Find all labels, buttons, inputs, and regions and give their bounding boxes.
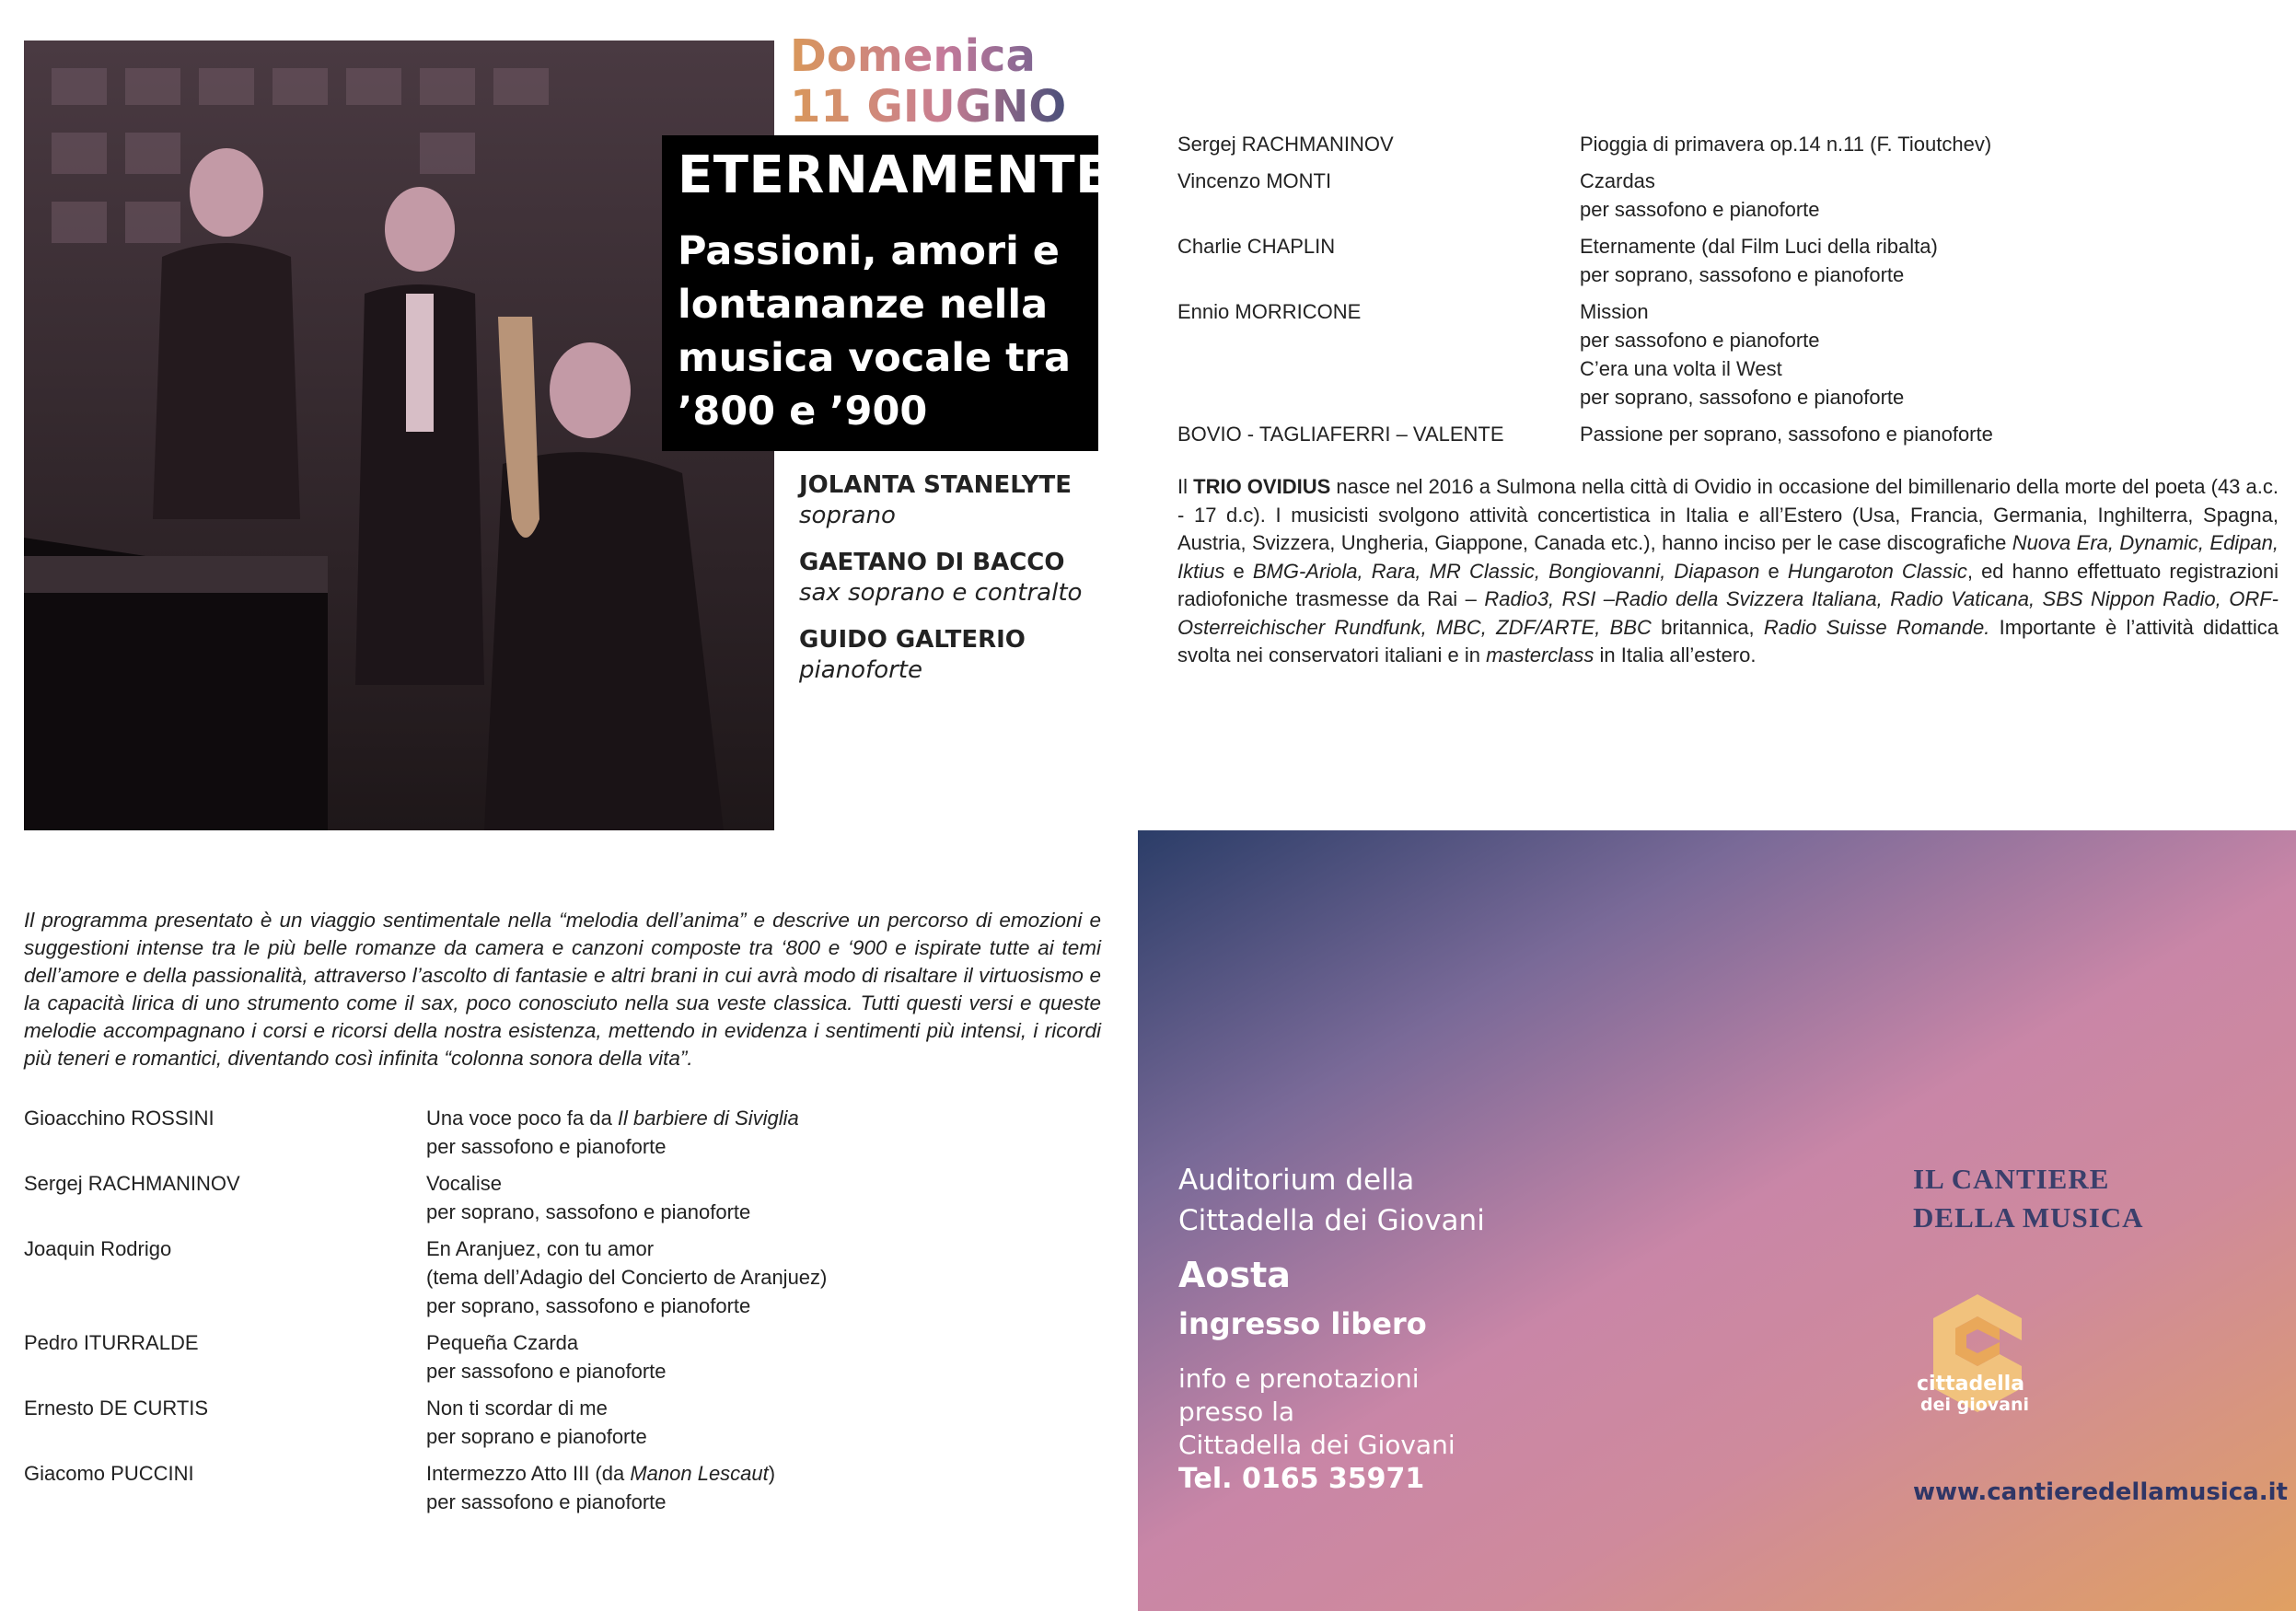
performer <box>799 469 1082 530</box>
piece: Eternamente (dal Film Luci della ribalta) per soprano, sassofono e pianoforte <box>1580 235 1938 286</box>
trio-description: Il TRIO OVIDIUS nasce nel 2016 a Sulmona nella città di Ovidio in occasione del bimillenario della morte del poeta (43 a.c. - 17 d.c). I musicisti svolgono attività concertistica in Italia e all’Estero (Usa, Francia, Germania, Inghilterra, Spagna, Austria, Svizzera, Ungheria, Giappone, Canada etc.), hanno inciso per le case discografiche Nuova Era, Dynamic, Edipan, Iktius e BMG-Ariola, Rara, MR Classic, Bongiovanni, Diapason e Hungaroton Classic, ed hanno effettuato registrazioni radiofoniche trasmesse da Rai – Radio3, RSI –Radio della Svizzera Italiana, Radio Vaticana, SBS Nippon Radio, ORF-Osterreichischer Rundfunk, MBC, ZDF/ARTE, BBC britannica, Radio Suisse Romande. Importante è l’attività didattica svolta nei conservatori italiani e in masterclass in Italia all’estero. <box>1177 475 2279 666</box>
piece: Non ti scordar di me per soprano e pianoforte <box>426 1397 647 1448</box>
program-row <box>1177 297 2282 411</box>
piece: Czardas per sassofono e pianoforte <box>1580 169 1820 221</box>
info-line: presso la <box>1178 1397 1295 1427</box>
piece: Vocalise per soprano, sassofono e pianoforte <box>426 1172 751 1223</box>
venue-city: Aosta <box>1178 1255 1291 1295</box>
performer-name: JOLANTA STANELYTE <box>799 471 1073 499</box>
performer-role: soprano <box>799 502 896 529</box>
composer: Ernesto DE CURTIS <box>24 1397 209 1420</box>
program-row <box>24 1234 1110 1320</box>
concert-title: ETERNAMENTE <box>678 145 1111 205</box>
program-row <box>24 1394 1110 1451</box>
piece: Mission per sassofono e pianoforte C’era una volta il West per soprano, sassofono e pianoforte <box>1580 300 1905 409</box>
program-row <box>24 1104 1110 1161</box>
performer-name: GAETANO DI BACCO <box>799 549 1065 576</box>
composer: Ennio MORRICONE <box>1177 300 1362 323</box>
piece: Intermezzo Atto III (da Manon Lescaut) per sassofono e pianoforte <box>426 1462 776 1513</box>
website-link[interactable]: www.cantieredellamusica.it <box>1913 1478 2288 1506</box>
phone-number[interactable]: Tel. 0165 35971 <box>1178 1463 1425 1495</box>
info-line: Cittadella dei Giovani <box>1178 1430 1455 1460</box>
program-row <box>1177 130 2282 158</box>
composer: Giacomo PUCCINI <box>24 1462 194 1485</box>
program-row <box>1177 167 2282 224</box>
composer: Pedro ITURRALDE <box>24 1331 199 1354</box>
composer: Vincenzo MONTI <box>1177 169 1332 192</box>
performer <box>799 624 1082 685</box>
cantiere-logo: IL CANTIERE DELLA MUSICA <box>1913 1163 2144 1234</box>
program-intro: Il programma presentato è un viaggio sentimentale nella “melodia dell’anima” e descrive un percorso di emozioni e suggestioni intense tra le più belle romanze da camera e canzoni composte tra ‘800 e ‘900 e ispirate tutte ai temi dell’amore e della passionalità, attraverso l’ascolto di fantasie e altri brani in cui avrà modo di risaltare il virtuosismo e la capacità lirica di uno strumento come il sax, poco conosciuto nella sua veste classica. Tutti questi versi e queste melodie accompagnano i corsi e ricorsi della nostra esistenza, mettendo in evidenza i sentimenti più intensi, i ricordi più teneri e romantici, diventando così infinita “colonna sonora della vita”. <box>24 909 1101 1070</box>
composer: Charlie CHAPLIN <box>1177 235 1336 258</box>
event-day: Domenica <box>790 31 1066 82</box>
program-list-right <box>1177 130 2282 457</box>
cittadella-logo-text: cittadella dei giovani <box>1917 1373 2030 1415</box>
piece: Una voce poco fa da Il barbiere di Siviglia per sassofono e pianoforte <box>426 1107 799 1158</box>
composer: BOVIO - TAGLIAFERRI – VALENTE <box>1177 423 1504 446</box>
admission-label: ingresso libero <box>1178 1306 1427 1341</box>
composer: Sergej RACHMANINOV <box>24 1172 240 1195</box>
venue-line: Auditorium della <box>1178 1164 1415 1197</box>
composer: Joaquin Rodrigo <box>24 1237 172 1260</box>
venue-line: Cittadella dei Giovani <box>1178 1204 1485 1237</box>
program-row <box>24 1169 1110 1226</box>
performer <box>799 547 1082 608</box>
performer-name: GUIDO GALTERIO <box>799 626 1026 654</box>
piece: En Aranjuez, con tu amor (tema dell’Adagio del Concierto de Aranjuez) per soprano, sassofono e pianoforte <box>426 1237 828 1317</box>
piece: Pequeña Czarda per sassofono e pianoforte <box>426 1331 667 1383</box>
program-row <box>1177 232 2282 289</box>
program-row <box>24 1459 1110 1516</box>
piece: Pioggia di primavera op.14 n.11 (F. Tioutchev) <box>1580 133 1992 156</box>
info-line: info e prenotazioni <box>1178 1363 1420 1394</box>
piece: Passione per soprano, sassofono e pianoforte <box>1580 423 1993 446</box>
program-row <box>24 1328 1110 1385</box>
program-list-left <box>24 1104 1110 1524</box>
performer-role: pianoforte <box>799 656 922 684</box>
event-date <box>790 31 1066 133</box>
performer-role: sax soprano e contralto <box>799 579 1083 607</box>
composer: Gioacchino ROSSINI <box>24 1107 215 1130</box>
concert-subtitle: Passioni, amori e lontananze nella musica vocale tra ’800 e ’900 <box>678 228 1071 435</box>
event-day-month: 11 GIUGNO <box>790 81 1067 133</box>
program-row <box>1177 420 2282 448</box>
performers-list <box>799 469 1082 701</box>
venue-info <box>1178 1160 1485 1497</box>
composer: Sergej RACHMANINOV <box>1177 133 1394 156</box>
